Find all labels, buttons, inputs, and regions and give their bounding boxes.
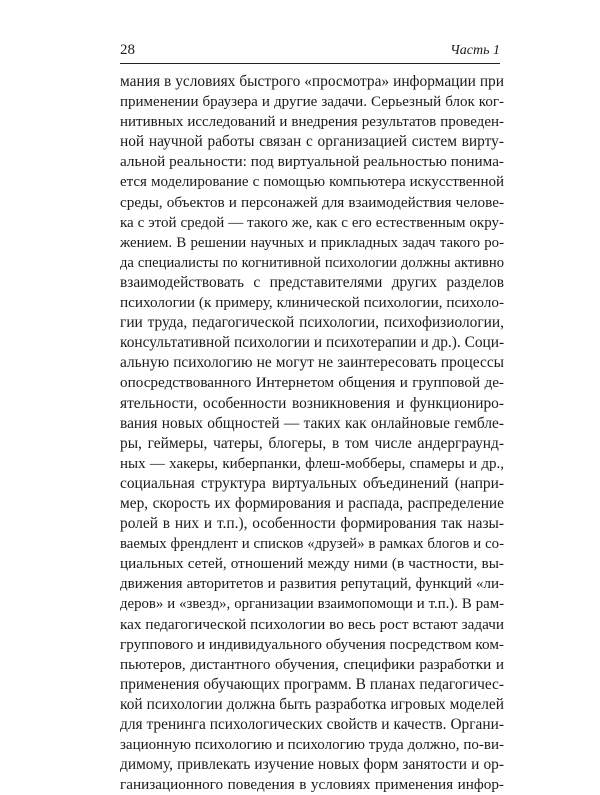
text-line: жением. В решении научных и прикладных задач такого ро- bbox=[120, 234, 504, 251]
text-line: кой психологии должна быть разработка игровых моделей bbox=[120, 695, 504, 713]
page-header bbox=[120, 42, 500, 59]
text-line: гии труда, педагогической психологии, психофизиологии, bbox=[120, 314, 504, 332]
text-line: ры, геймеры, чатеры, блогеры, в том числе андерграунд- bbox=[120, 434, 504, 452]
text-line: опосредствованного Интернетом общения и групповой де- bbox=[120, 374, 504, 392]
text-line: ролей в них и т.п.), особенности формирования так назы- bbox=[120, 515, 504, 533]
text-line: для тренинга психологических свойств и качеств. Органи- bbox=[120, 716, 504, 733]
header-rule bbox=[120, 63, 500, 64]
text-line: ной научной работы связан с организацией систем вирту- bbox=[120, 133, 504, 151]
text-line: альную психологию не могут не заинтересовать процессы bbox=[120, 354, 504, 372]
text-line: димому, привлекать изучение новых форм занятости и ор- bbox=[120, 756, 504, 774]
text-line: ках педагогической психологии во весь рост встают задачи bbox=[120, 615, 504, 633]
text-line: применении браузера и другие задачи. Серьезный блок ког- bbox=[120, 94, 504, 111]
text-line: пьютеров, дистантного обучения, специфики разработки и bbox=[120, 655, 504, 673]
text-line: движения авторитетов и развития репутаций, функций «ли- bbox=[120, 576, 504, 593]
text-line: нитивных исследований и внедрения результатов проведен- bbox=[120, 114, 504, 131]
text-line: ных — хакеры, киберпанки, флеш-мобберы, спамеры и др., bbox=[120, 455, 504, 472]
text-line: социальная структура виртуальных объединений (напри- bbox=[120, 474, 504, 492]
text-line: да специалисты по когнитивной психологии должны активно bbox=[120, 254, 504, 271]
text-line: мер, скорость их формирования и распада, распределение bbox=[120, 494, 504, 512]
text-line: взаимодействовать с представителями других разделов bbox=[120, 273, 504, 291]
text-line: ется моделирование с помощью компьютера искусственной bbox=[120, 174, 504, 191]
text-line: психологии (к примеру, клинической психологии, психоло- bbox=[120, 294, 504, 312]
text-line: циальных сетей, отношений между ними (в частности, вы- bbox=[120, 555, 504, 573]
text-line: ганизационного поведения в условиях применения инфор- bbox=[120, 776, 504, 794]
text-line: зационную психологию и психологию труда должно, по-ви- bbox=[120, 737, 504, 754]
text-line: ка с этой средой — такого же, как с его естественным окру- bbox=[120, 214, 504, 231]
text-line: альной реальности: под виртуальной реальностью понима- bbox=[120, 153, 504, 171]
text-line: применения обучающих программ. В планах педагогичес- bbox=[120, 675, 504, 693]
running-head: Часть 1 bbox=[450, 43, 500, 58]
text-line: вания новых общностей — таких как онлайновые гембле- bbox=[120, 414, 504, 432]
text-line: мания в условиях быстрого «просмотра» информации при bbox=[120, 73, 504, 90]
text-line: ятельности, особенности возникновения и функциониро- bbox=[120, 394, 504, 412]
body-text bbox=[120, 72, 504, 795]
text-line: среды, объектов и персонажей для взаимодействия челове- bbox=[120, 193, 504, 211]
text-line: консультативной психологии и психотерапии и др.). Соци- bbox=[120, 334, 505, 352]
text-line: ваемых френдлент и списков «друзей» в рамках блогов и со- bbox=[120, 536, 504, 553]
page-number: 28 bbox=[120, 42, 135, 58]
text-line: деров» и «звезд», организации взаимопомощи и т.п.). В рам- bbox=[120, 596, 504, 613]
text-line: группового и индивидуального обучения посредством ком- bbox=[120, 635, 504, 653]
